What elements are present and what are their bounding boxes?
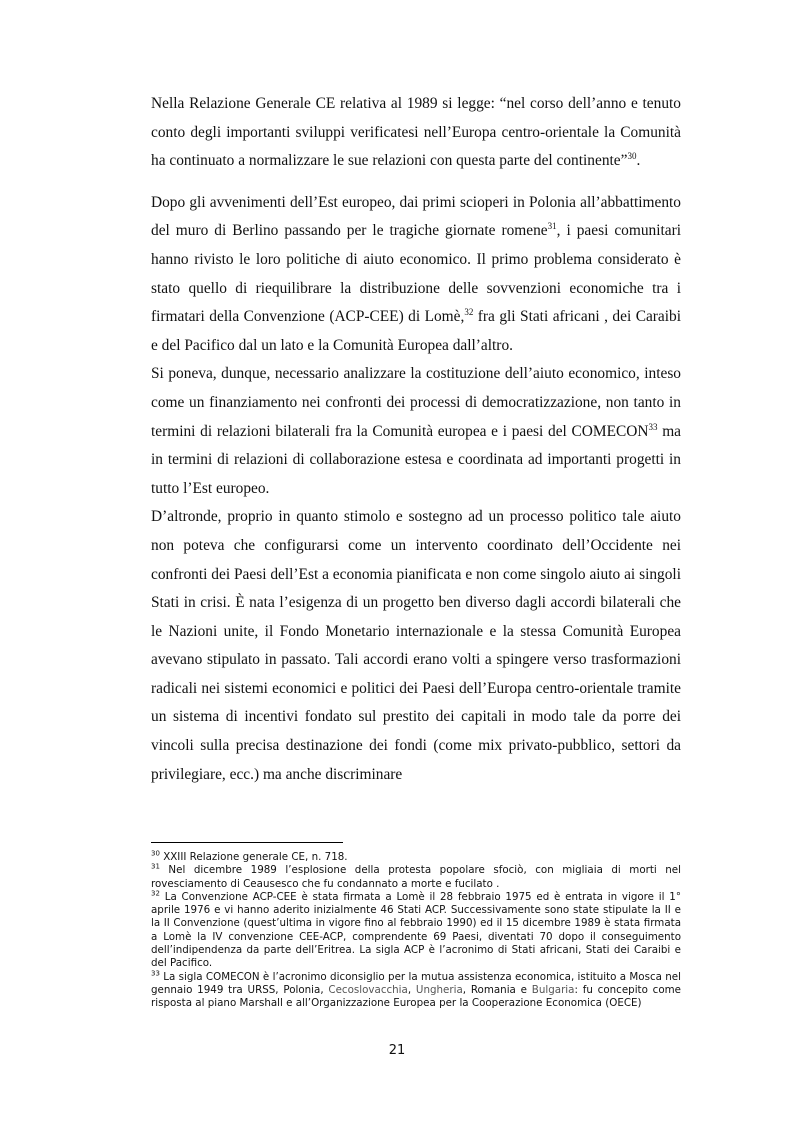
footnote-32: $^{32}$ La Convenzione ACP-CEE è stata firmata a Lomè il 28 febbraio 1975 ed è entrata in vigore il 1° aprile 1976 e vi hanno aderito inizialmente 46 Stati ACP. Successivamente sono state stipulate la II e la II Convenzione (quest’ultima in vigore fino al febbraio 1990) ed il 15 dicembre 1989 è stata firmata a Lomè la IV convenzione CEE-ACP, comprendente 69 Paesi, diventati 70 dopo il conseguimento dell’indipendenza da parte dell’Eritrea. La sigla ACP è l’acronimo di Stati africani, Stati dei Caraibi e del Pacifico. bbox=[151, 889, 681, 970]
footnote-31: $^{31}$ Nel dicembre 1989 l’esplosione della protesta popolare sfociò, con migliaia di morti nel rovesciamento di Ceausesco che fu condannato a morte e fucilato . bbox=[151, 862, 681, 890]
link-bulgaria[interactable]: Bulgaria bbox=[531, 983, 575, 996]
link-ungheria[interactable]: Ungheria bbox=[415, 983, 463, 996]
paragraph-1: Nella Relazione Generale CE relativa al 1989 si legge: “nel corso dell’anno e tenuto conto degli importanti sviluppi verificatesi nell’Europa centro-orientale la Comunità ha continuato a normalizzare le sue relazioni con questa parte del continente”$^{30}$. bbox=[151, 95, 681, 170]
footnotes bbox=[151, 851, 681, 1011]
footnote-ref-33[interactable]: 33 bbox=[648, 421, 658, 432]
footnote-ref-32[interactable]: 32 bbox=[464, 307, 474, 318]
page-number: 21 bbox=[388, 1043, 406, 1058]
link-cecoslovacchia[interactable]: Cecoslovacchia bbox=[328, 983, 408, 996]
footnote-ref-30[interactable]: 30 bbox=[627, 151, 637, 162]
paragraph-2: Dopo gli avvenimenti dell’Est europeo, dai primi scioperi in Polonia all’abbattimento del muro di Berlino passando per le tragiche giornate romene$^{31}$, i paesi comunitari hanno rivisto le loro politiche di aiuto economico. Il primo problema considerato è stato quello di riequilibrare la distribuzione delle sovvenzioni economiche tra i firmatari della Convenzione (ACP-CEE) di Lomè,$^{32}$ fra gli Stati africani , dei Caraibi e del Pacifico dal un lato e la Comunità Europea dall’altro. bbox=[151, 193, 682, 354]
paragraph-4: D’altronde, proprio in quanto stimolo e sostegno ad un processo politico tale aiuto non poteva che configurarsi come un intervento coordinato dell’Occidente nei confronti dei Paesi dell’Est a economia pianificata e non come singolo aiuto ai singoli Stati in crisi. È nata l’esigenza di un progetto ben diverso dagli accordi bilaterali che le Nazioni unite, il Fondo Monetario internazionale e la stessa Comunità Europea avevano stipulato in passato. Tali accordi erano volti a spingere verso trasformazioni radicali nei sistemi economici e politici dei Paesi dell’Europa centro-orientale tramite un sistema di incentivi fondato sul prestito dei capitali in modo tale da porre dei vincoli sulla precisa destinazione dei fondi (come mix privato-pubblico, settori da privilegiare, ecc.) ma anche discriminare bbox=[151, 508, 681, 783]
footnote-ref-31[interactable]: 31 bbox=[547, 221, 557, 232]
footnote-separator bbox=[151, 842, 343, 843]
body-text bbox=[151, 90, 681, 789]
paragraph-3: Si poneva, dunque, necessario analizzare la costituzione dell’aiuto economico, inteso come un finanziamento nei confronti dei processi di democratizzazione, non tanto in termini di relazioni bilaterali fra la Comunità europea e i paesi del COMECON$^{33}$ ma in termini di relazioni di collaborazione estesa e coordinata ad importanti progetti in tutto l’Est europeo. bbox=[151, 365, 682, 497]
footnote-30: $^{30}$ XXIII Relazione generale CE, n. 718. bbox=[151, 849, 348, 863]
footnote-33: $^{33}$ La sigla COMECON è l’acronimo diconsiglio per la mutua assistenza economica, istituito a Mosca nel gennaio 1949 tra URSS, Polonia, Cecoslovacchia, Ungheria, Romania e Bulgaria: fu concepito come risposta al piano Marshall e all’Organizzazione Europea per la Cooperazione Economica (OECE) bbox=[151, 969, 681, 1010]
